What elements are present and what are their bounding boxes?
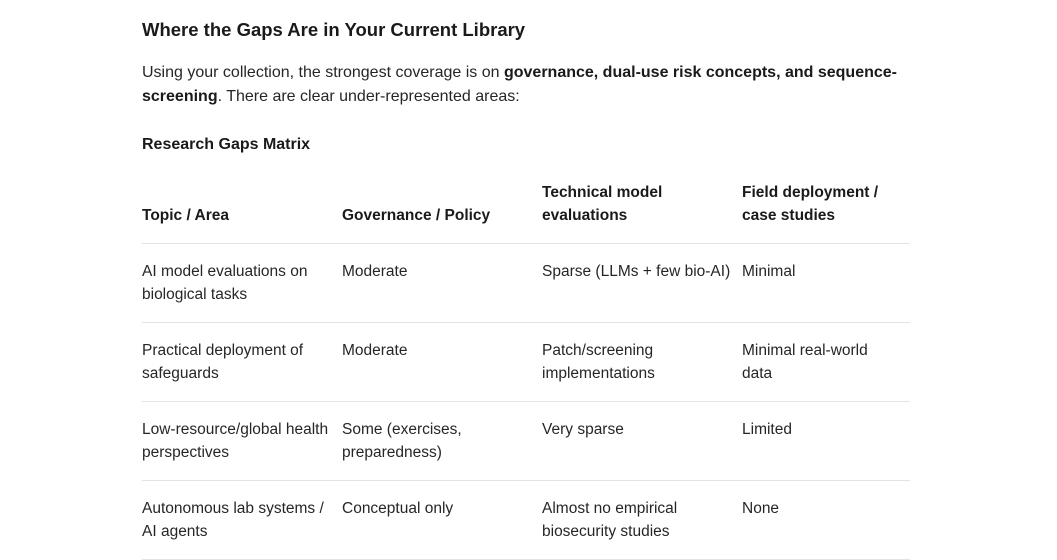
cell-technical: Very sparse: [542, 402, 742, 481]
column-header-governance: Governance / Policy: [342, 167, 542, 244]
cell-field: Limited: [742, 402, 910, 481]
cell-governance: Conceptual only: [342, 481, 542, 560]
column-header-technical: Technical model evaluations: [542, 167, 742, 244]
intro-text-end: . There are clear under-represented areas:: [217, 88, 520, 105]
table-row: [142, 244, 910, 323]
cell-governance: Moderate: [342, 244, 542, 323]
cell-field: Minimal real-world data: [742, 323, 910, 402]
cell-field: None: [742, 481, 910, 560]
cell-topic: Autonomous lab systems / AI agents: [142, 481, 342, 560]
intro-emphasis: governance, dual-use risk concepts, and sequence-screening: [142, 64, 897, 105]
cell-topic: AI model evaluations on biological tasks: [142, 244, 342, 323]
cell-technical: Almost no empirical biosecurity studies: [542, 481, 742, 560]
section-heading: Where the Gaps Are in Your Current Library: [142, 19, 526, 40]
intro-text-start: Using your collection, the strongest coverage is on: [142, 64, 504, 81]
cell-topic: Practical deployment of safeguards: [142, 323, 342, 402]
cell-governance: Moderate: [342, 323, 542, 402]
cell-topic: Low-resource/global health perspectives: [142, 402, 342, 481]
research-gaps-table: [142, 167, 910, 560]
response-content: [142, 16, 910, 560]
cell-field: Minimal: [742, 244, 910, 323]
cell-governance: Some (exercises, preparedness): [342, 402, 542, 481]
table-row: [142, 402, 910, 481]
cell-technical: Patch/screening implementations: [542, 323, 742, 402]
table-header-row: [142, 167, 910, 244]
table-row: [142, 481, 910, 560]
column-header-field: Field deployment / case studies: [742, 167, 910, 244]
matrix-title: Research Gaps Matrix: [142, 136, 311, 153]
intro-paragraph: [142, 61, 910, 109]
cell-technical: Sparse (LLMs + few bio-AI): [542, 244, 742, 323]
column-header-topic: Topic / Area: [142, 167, 342, 244]
table-row: [142, 323, 910, 402]
